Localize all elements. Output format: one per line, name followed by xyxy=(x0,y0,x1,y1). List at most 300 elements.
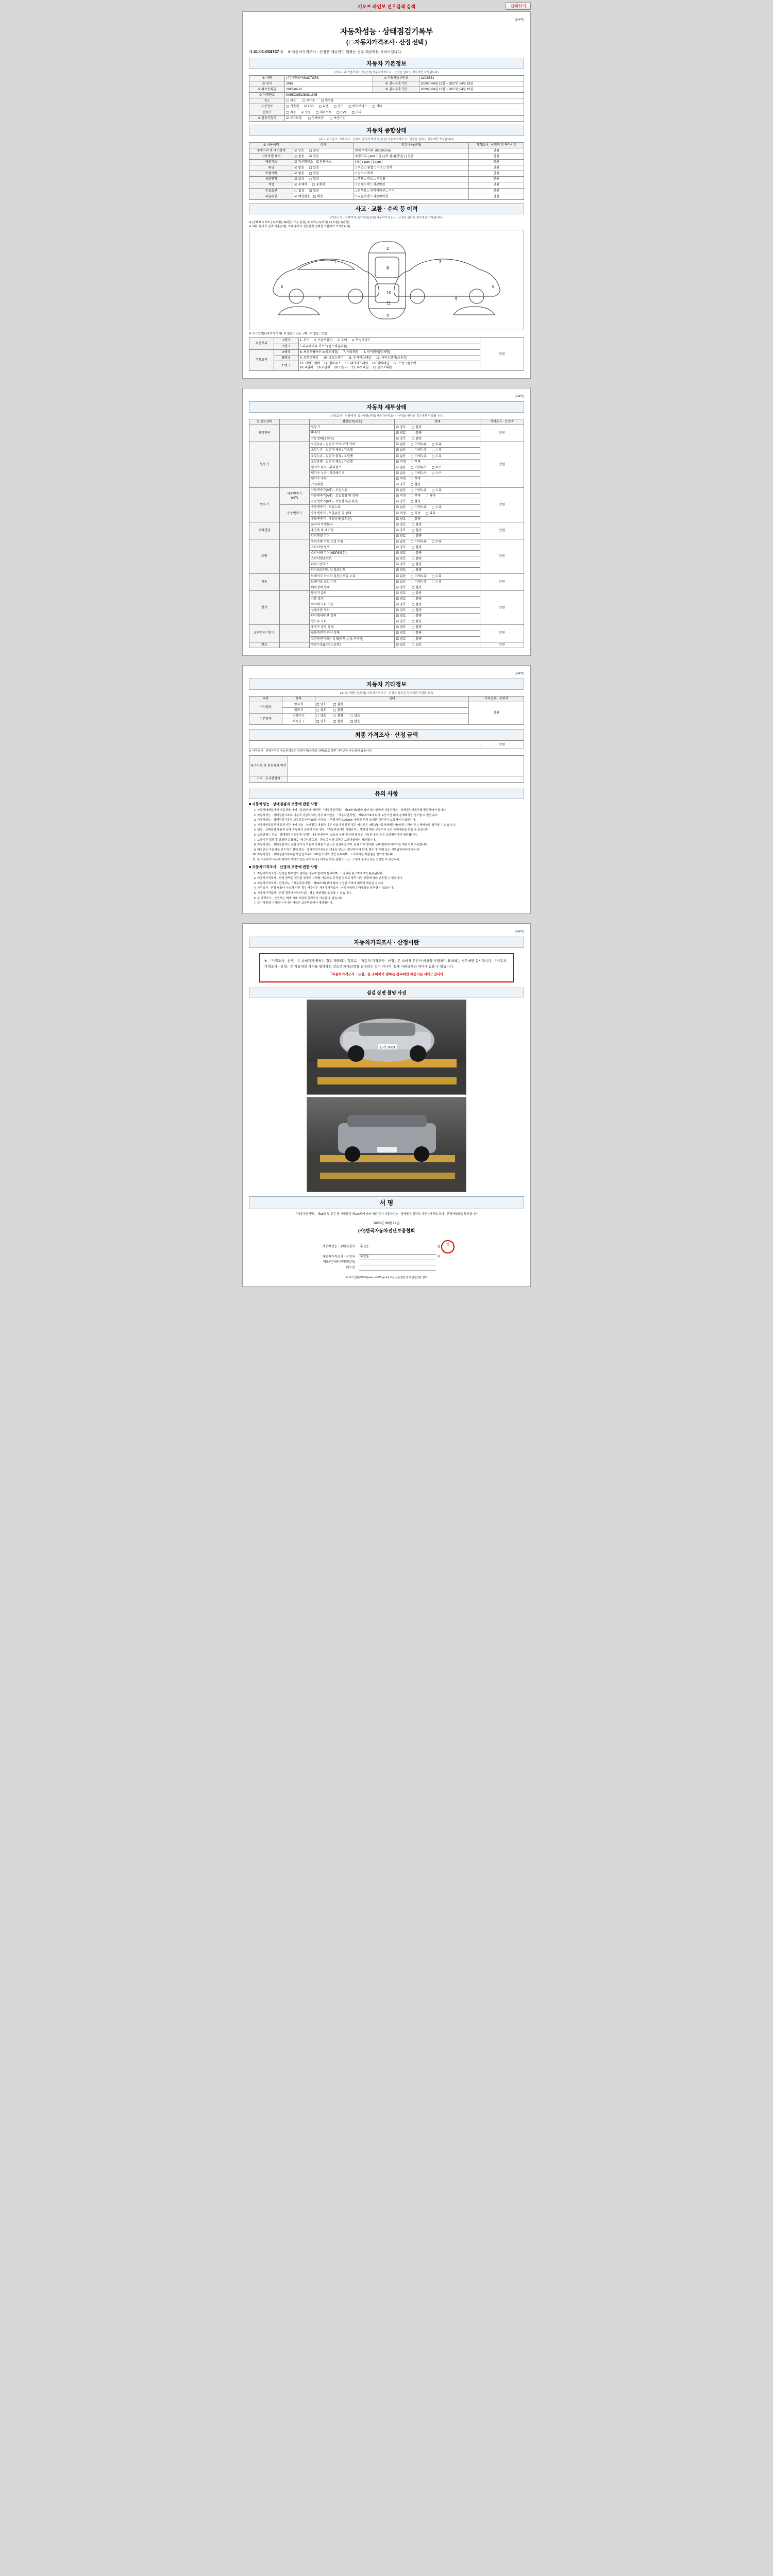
sig-value-3[interactable] xyxy=(359,1265,436,1270)
checkbox-etc-1-0[interactable]: □ 양호 xyxy=(316,708,327,712)
checkbox-detail-2-3-0[interactable]: ☑ 없음 xyxy=(396,505,406,510)
detail-col-0b xyxy=(279,419,310,425)
detail-item-2-1: 자동변속기(A/T) - 오일유량 및 상태 xyxy=(310,494,395,499)
table-row xyxy=(249,756,524,776)
checkbox-detail-1-4-0[interactable]: ☑ 없음 xyxy=(396,465,406,469)
price-explain-warning xyxy=(259,953,514,982)
checkbox-detail-4-1-1[interactable]: □ 불량 xyxy=(412,546,422,550)
checkbox-overall-3-1[interactable]: □ 있음 xyxy=(309,166,319,170)
checkbox-trans-0[interactable]: □ 자동 xyxy=(286,110,296,114)
checkbox-etc-2-1[interactable]: □ 불량 xyxy=(333,714,343,718)
checkbox-detail-3-2-1[interactable]: □ 불량 xyxy=(412,534,422,538)
checkbox-detail-5-1-2[interactable]: □ 누유 xyxy=(431,580,442,584)
checkbox-detail-6-4-0[interactable]: ☑ 양호 xyxy=(396,614,406,618)
checkbox-fuel-0[interactable]: □ 가솔린 xyxy=(286,105,299,109)
list-item: 2. 자동차성능 · 상태점검기록부 내용의 사실과 다른 경우 매수인은 「자동차관리법」 제58조의4에 따라 보증기간 내에 손해배상을 청구할 수 있습니다. xyxy=(257,814,524,818)
svg-text:2: 2 xyxy=(386,246,389,251)
detail-price-6: 만원 xyxy=(480,590,524,625)
checkbox-detail-7-0-1[interactable]: □ 불량 xyxy=(412,625,422,630)
special-note-value[interactable] xyxy=(288,756,524,776)
checkbox-detail-4-0-0[interactable]: ☑ 없음 xyxy=(396,539,406,544)
checkbox-detail-5-0-1[interactable]: □ 미세누유 xyxy=(411,574,427,578)
detail-item-2-4: 수동변속기 - 오일유량 및 상태 xyxy=(310,511,395,516)
table-row xyxy=(249,522,524,528)
checkbox-detail-0-1-1[interactable]: □ 불량 xyxy=(412,431,422,435)
basic-label-1: ③ 연식 xyxy=(249,81,285,87)
overall-price-8: 만원 xyxy=(469,194,524,199)
frame-item-2-1: 14. 휠하우스 xyxy=(324,362,341,365)
overall-name-8: 리콜대상 xyxy=(249,194,293,199)
checkbox-detail-3-0-0[interactable]: ☑ 양호 xyxy=(396,522,406,527)
detail-group-1-sub xyxy=(279,442,310,488)
checkbox-detail-7-1-1[interactable]: □ 불량 xyxy=(412,631,422,635)
checkbox-fuel-2[interactable]: □ 디젤 xyxy=(318,105,329,109)
table-row xyxy=(249,776,524,782)
checkbox-detail-6-3-0[interactable]: ☑ 양호 xyxy=(396,608,406,613)
frame-item-2-5: 18. A필러 xyxy=(299,366,313,369)
checkbox-detail-6-1-1[interactable]: □ 불량 xyxy=(412,597,422,601)
checkbox-detail-4-4-0[interactable]: ☑ 양호 xyxy=(396,563,406,567)
sig-value-1[interactable]: 홍길동 xyxy=(359,1254,436,1260)
checkbox-overall-7-1[interactable]: ☑ 있음 xyxy=(309,189,319,193)
checkbox-detail-2-1-0[interactable]: ☑ 적정 xyxy=(396,494,406,498)
checkbox-detail-1-3-1[interactable]: □ 부족 xyxy=(411,460,421,464)
checkbox-overall-6-0[interactable]: ☑ 무채색 xyxy=(294,183,307,187)
section-detail-note: (기록고사 · 산정액 및 특가세당(산정) 자동차가격조사 · 산정을 원하신 경우에만 작성됩니다) xyxy=(330,415,443,418)
overall-detail-4: □ 침수 □ 화재 xyxy=(354,171,469,177)
svg-text:7: 7 xyxy=(318,297,321,302)
checkbox-detail-1-4-2[interactable]: □ 누수 xyxy=(431,465,442,469)
detail-opts-7-0 xyxy=(395,625,480,631)
total-price-blank xyxy=(249,741,480,749)
terms-list-0 xyxy=(254,808,524,862)
checkbox-warranty-1[interactable]: □ 업체보증 xyxy=(308,116,324,120)
frame-rank-1: B랭크 xyxy=(274,355,298,361)
checkbox-detail-1-0-2[interactable]: □ 누유 xyxy=(431,443,442,447)
page-2 xyxy=(242,388,531,656)
detail-group-1: 원동기 xyxy=(249,442,280,488)
detail-item-2-5: 수동변속기 - 작동상태(공회전) xyxy=(310,516,395,522)
checkbox-use-0[interactable]: □ 관용 xyxy=(286,99,296,103)
table-row xyxy=(249,98,524,104)
checkbox-detail-5-1-1[interactable]: □ 미세누유 xyxy=(411,580,427,584)
detail-item-1-3: 오일유량 - 실린더 헤드 / 가스켓 xyxy=(310,459,395,465)
checkbox-trans-4[interactable]: □ 기타 xyxy=(351,110,362,114)
checkbox-detail-6-5-0[interactable]: ☑ 양호 xyxy=(396,620,406,624)
checkbox-use-1[interactable]: □ 자가용 xyxy=(302,99,315,103)
etc-sub-1-1: 부속공구 xyxy=(282,719,315,725)
checkbox-etc-3-1[interactable]: □ 불량 xyxy=(333,720,343,724)
table-row xyxy=(249,188,524,194)
checkbox-detail-0-1-0[interactable]: ☑ 양호 xyxy=(396,431,406,435)
topbar-link[interactable]: 키오브 파인보 전우검색 검색 xyxy=(358,4,415,9)
frame-item-2-4: 17. 트렁크플로어 xyxy=(393,362,416,365)
checkbox-overall-6-1[interactable]: □ 유채색 xyxy=(312,183,325,187)
inspection-photo-2 xyxy=(307,1097,466,1192)
detail-opts-6-4 xyxy=(395,614,480,619)
basic-warranty-checks xyxy=(285,115,524,121)
svg-text:4: 4 xyxy=(386,313,389,318)
svg-text:6: 6 xyxy=(492,284,495,290)
checkbox-detail-6-5-1[interactable]: □ 불량 xyxy=(412,620,422,624)
basic-value-0: (주)대한모터SMOTORS xyxy=(285,76,373,81)
checkbox-detail-2-1-1[interactable]: □ 부족 xyxy=(411,494,421,498)
checkbox-detail-1-5-1[interactable]: □ 미세누수 xyxy=(411,471,427,475)
overall-opts-5 xyxy=(293,177,354,182)
checkbox-detail-1-4-1[interactable]: □ 미세누수 xyxy=(411,465,427,469)
checkbox-detail-2-5-0[interactable]: ☑ 양호 xyxy=(396,517,406,521)
overall-price-5: 만원 xyxy=(469,177,524,182)
checkbox-detail-7-1-0[interactable]: ☑ 양호 xyxy=(396,631,406,635)
checkbox-overall-1-1[interactable]: ☑ 있음 xyxy=(309,154,319,158)
detail-opts-4-3 xyxy=(395,556,480,562)
detail-item-4-3: 스티어링조인트 xyxy=(310,556,395,562)
table-row xyxy=(249,1260,524,1265)
checkbox-detail-1-2-1[interactable]: □ 미세누유 xyxy=(411,454,427,458)
checkbox-fuel-3[interactable]: □ 전기 xyxy=(333,105,344,109)
page-subtitle: ( □ 자동차가격조사 · 산정 선택 ) xyxy=(346,39,427,46)
detail-col-1: 점검항목(내용) xyxy=(310,419,395,425)
checkbox-detail-7-2-1[interactable]: □ 불량 xyxy=(412,637,422,641)
detail-group-6-sub xyxy=(279,590,310,625)
sig-label-3: 매수인 xyxy=(346,1266,355,1269)
checkbox-detail-2-4-2[interactable]: □ 과다 xyxy=(425,511,436,515)
detail-item-3-2: 디퍼렌셜 기어 xyxy=(310,533,395,539)
checkbox-detail-4-0-2[interactable]: □ 누유 xyxy=(431,539,442,544)
checkbox-overall-8-0[interactable]: ☑ 해당없음 xyxy=(294,194,310,198)
basic-warranty-label: ⑩ 원동기형식 xyxy=(249,115,285,121)
frame-item-1-3: 12. 사이드멤버(프론트) xyxy=(376,356,408,360)
checkbox-overall-0-1[interactable]: □ 불량 xyxy=(309,148,319,152)
checkbox-detail-6-2-0[interactable]: ☑ 양호 xyxy=(396,603,406,606)
sig-stamp-0 xyxy=(436,1240,524,1254)
detail-opts-2-2 xyxy=(395,499,480,505)
checkbox-detail-1-0-0[interactable]: ☑ 없음 xyxy=(396,443,406,447)
table-row xyxy=(249,177,524,182)
checkbox-detail-1-3-0[interactable]: ☑ 적정 xyxy=(396,460,406,464)
checkbox-detail-6-0-0[interactable]: ☑ 양호 xyxy=(396,591,406,595)
detail-opts-7-2 xyxy=(395,636,480,642)
basic-value2-0: 11호98S1 xyxy=(419,76,524,81)
section-basic-note: (기록고와 기본가치표 등(산정) 자동차가격조사 · 산정을 원하신 경우에만 작성됩니다) xyxy=(334,71,439,74)
sig-label-1: 자동차가격조사 · 산정자 xyxy=(322,1255,355,1259)
detail-item-1-6: 냉각수 수량 xyxy=(310,476,395,482)
svg-text:10: 10 xyxy=(386,291,391,296)
checkbox-overall-2-1[interactable]: ☑ 탄화수소 xyxy=(316,160,332,164)
detail-opts-0-1 xyxy=(395,431,480,436)
checkbox-detail-6-4-1[interactable]: □ 불량 xyxy=(412,614,422,618)
checkbox-detail-1-6-1[interactable]: □ 부족 xyxy=(411,477,421,481)
checkbox-overall-2-0[interactable]: ☑ 일산화탄소 xyxy=(294,160,313,164)
checkbox-detail-4-5-0[interactable]: ☑ 양호 xyxy=(396,568,406,572)
sig-value-2[interactable] xyxy=(359,1260,436,1265)
checkbox-detail-4-3-0[interactable]: ☑ 양호 xyxy=(396,557,406,561)
detail-opts-2-3 xyxy=(395,505,480,511)
detail-item-4-2: 스티어링 기어(MDPS포함) xyxy=(310,551,395,556)
sig-stamp-1 xyxy=(436,1254,524,1260)
photo-section-caption: 점검 장면 촬영 사진 xyxy=(249,988,524,997)
checkbox-detail-1-5-0[interactable]: ☑ 없음 xyxy=(396,471,406,475)
overall-detail-2: ( % ) ( ppm ) ( ppm ) xyxy=(354,160,469,165)
checkbox-detail-5-0-0[interactable]: ☑ 없음 xyxy=(396,574,406,578)
checkbox-detail-2-0-2[interactable]: □ 누유 xyxy=(431,488,442,493)
signature-date: 2025년 09월 12일 xyxy=(373,1221,400,1225)
detail-price-7: 만원 xyxy=(480,625,524,642)
checkbox-detail-1-5-2[interactable]: □ 누수 xyxy=(431,471,442,475)
frame-rank-table xyxy=(249,337,524,371)
frame-item-2-3: 16. 리어패널 xyxy=(372,362,390,365)
checkbox-detail-4-2-1[interactable]: □ 불량 xyxy=(412,551,422,555)
checkbox-detail-2-0-0[interactable]: ☑ 없음 xyxy=(396,488,406,493)
svg-text:11: 11 xyxy=(386,301,391,306)
overall-price-7: 만원 xyxy=(469,188,524,194)
document-root xyxy=(0,0,773,1287)
overall-price-2: 만원 xyxy=(469,160,524,165)
checkbox-detail-5-2-1[interactable]: □ 불량 xyxy=(412,585,422,589)
detail-item-4-4: 파워고압호스 xyxy=(310,562,395,568)
checkbox-etc-3-0[interactable]: □ 양호 xyxy=(316,720,327,724)
docno-value: 41-01-034747 xyxy=(253,49,279,54)
detail-col-2: 상태 xyxy=(395,419,480,425)
checkbox-detail-5-1-0[interactable]: ☑ 없음 xyxy=(396,580,406,584)
detail-group-2-sub-b: 수동변속기 xyxy=(279,505,310,522)
checkbox-overall-5-0[interactable]: ☑ 없음 xyxy=(294,177,305,181)
overall-price-3: 만원 xyxy=(469,165,524,171)
svg-text:11가 9851: 11가 9851 xyxy=(379,1045,396,1049)
overall-name-7: 주요옵션 xyxy=(249,188,293,194)
checkbox-overall-0-0[interactable]: ☑ 양호 xyxy=(294,148,305,152)
checkbox-overall-5-1[interactable]: □ 있음 xyxy=(309,177,319,181)
sig-value-0[interactable]: 홍길동 xyxy=(359,1240,436,1254)
outer-items-1: 5.라디에이터 서포트(볼트체결부품) xyxy=(298,344,480,349)
checkbox-detail-7-0-0[interactable]: ☑ 양호 xyxy=(396,625,406,630)
checkbox-overall-4-0[interactable]: ☑ 없음 xyxy=(294,172,305,176)
checkbox-detail-6-2-1[interactable]: □ 불량 xyxy=(412,603,422,606)
checkbox-detail-2-4-0[interactable]: ☑ 적정 xyxy=(396,511,406,515)
checkbox-detail-2-5-1[interactable]: □ 불량 xyxy=(411,517,421,521)
detail-opts-6-3 xyxy=(395,608,480,614)
accident-legend-2: ※ 외판 및 주요 골격 기준(교환, 기타 추락시 성능판정 전체를 포함하여 표시합니다) xyxy=(249,225,350,228)
detail-opts-1-3 xyxy=(395,459,480,465)
detail-opts-5-2 xyxy=(395,585,480,590)
checkbox-trans-3[interactable]: □ CVT xyxy=(337,110,347,114)
basic-label-2: ⑤ 최초등록일 xyxy=(249,87,285,93)
checkbox-use-2[interactable]: □ 영업용 xyxy=(321,99,334,103)
checkbox-detail-1-1-2[interactable]: □ 누유 xyxy=(431,448,442,452)
checkbox-etc-1-1[interactable]: □ 불량 xyxy=(333,708,343,712)
detail-item-5-1: 브레이크 오일 누유 xyxy=(310,579,395,585)
outer-item-0-1: 2. 프론트휀더 xyxy=(314,339,333,343)
checkbox-detail-2-1-2[interactable]: □ 과다 xyxy=(425,494,436,498)
list-item: 8. 자동차성능 · 상태점검자는 점검 당시의 자동차 상태를 기준으로 점검하였으며, 점검 이후 발생한 상태 변화에 대하여는 책임지지 아니합니다. xyxy=(257,843,524,848)
page-1-number: (1/4쪽) xyxy=(514,19,524,22)
frame-label: 주요골격 xyxy=(249,349,274,370)
list-item: 7. 특기사항에 기재되지 아니한 사항은 보증범위에서 제외됩니다. xyxy=(257,901,524,906)
checkbox-detail-4-3-1[interactable]: □ 불량 xyxy=(412,557,422,561)
section-etc-title: 자동차 기타정보 xyxy=(249,679,524,690)
checkbox-detail-2-2-1[interactable]: □ 불량 xyxy=(411,500,421,504)
frame-items-2 xyxy=(298,361,480,370)
checkbox-etc-2-0[interactable]: □ 양호 xyxy=(316,714,327,718)
detail-opts-7-1 xyxy=(395,631,480,636)
terms-list-1 xyxy=(254,872,524,906)
detail-group-0: 자기진단 xyxy=(249,425,280,442)
checkbox-detail-3-1-1[interactable]: □ 불량 xyxy=(412,528,422,532)
etc-opts-1-1 xyxy=(315,719,468,725)
overall-detail-5: □ 렌트 □ 리스 □ 영업용 xyxy=(354,177,469,182)
frame-item-2-2: 15. 패키지트레이 xyxy=(345,362,368,365)
etc-sub-0-0: 앞좌석 xyxy=(282,702,315,707)
checkbox-detail-4-4-1[interactable]: □ 불량 xyxy=(412,563,422,567)
checkbox-warranty-2[interactable]: □ 보증기간 xyxy=(329,116,346,120)
etc-col-1: 항목 xyxy=(282,696,315,702)
checkbox-detail-7-2-0[interactable]: ☑ 양호 xyxy=(396,637,406,641)
checkbox-detail-1-1-1[interactable]: □ 미세누유 xyxy=(411,448,427,452)
overall-name-6: 색상 xyxy=(249,182,293,188)
overall-col-0: ① 사용이력 xyxy=(249,142,293,148)
detail-item-0-1: 변속기 xyxy=(310,431,395,436)
checkbox-detail-2-3-2[interactable]: □ 누유 xyxy=(431,505,442,510)
checkbox-etc-0-1[interactable]: □ 불량 xyxy=(333,702,343,706)
checkbox-detail-0-2-1[interactable]: □ 불량 xyxy=(412,437,422,441)
checkbox-detail-1-6-0[interactable]: ☑ 적정 xyxy=(396,477,406,481)
checkbox-detail-0-0-0[interactable]: ☑ 양호 xyxy=(396,426,406,430)
checkbox-detail-6-0-1[interactable]: □ 불량 xyxy=(412,591,422,595)
detail-opts-4-0 xyxy=(395,539,480,545)
detail-item-6-4: 라디에이터 팬 모터 xyxy=(310,614,395,619)
table-row xyxy=(249,425,524,431)
checkbox-detail-1-2-0[interactable]: ☑ 없음 xyxy=(396,454,406,458)
basic-trans-label: 변속기 xyxy=(249,110,285,115)
frame-item-1-1: 10. 크로스멤버 xyxy=(323,356,344,360)
checkbox-detail-4-1-0[interactable]: ☑ 양호 xyxy=(396,546,406,550)
checkbox-fuel-5[interactable]: □ 기타 xyxy=(372,105,382,109)
checkbox-detail-1-2-2[interactable]: □ 누유 xyxy=(431,454,442,458)
checkbox-detail-4-2-0[interactable]: ☑ 양호 xyxy=(396,551,406,555)
basic-value-3: KMHXX851J8GU1945 xyxy=(285,93,524,98)
detail-item-7-0: 충전구 절연 상태 xyxy=(310,625,395,631)
table-row xyxy=(249,87,524,93)
price-explain-title: 자동차가격조사 · 산정이란 xyxy=(249,937,524,948)
checkbox-detail-1-7-0[interactable]: ☑ 양호 xyxy=(396,483,406,487)
checkbox-overall-4-1[interactable]: □ 있음 xyxy=(309,172,319,176)
basic-value-2: 2015-04-12 xyxy=(285,87,373,93)
checkbox-detail-5-2-0[interactable]: ☑ 양호 xyxy=(396,585,406,589)
total-price-value: 만원 xyxy=(480,741,524,749)
table-header-row xyxy=(249,696,524,702)
detail-item-4-5: 타이로드엔드 및 볼조인트 xyxy=(310,568,395,573)
checkbox-etc-2-2[interactable]: □ 없음 xyxy=(350,714,360,718)
checkbox-detail-0-0-1[interactable]: □ 불량 xyxy=(412,426,422,430)
checkbox-detail-6-3-1[interactable]: □ 불량 xyxy=(412,608,422,613)
detail-opts-4-4 xyxy=(395,562,480,568)
checkbox-detail-2-4-1[interactable]: □ 부족 xyxy=(411,511,421,515)
basic-label2-0: ② 자동차등록번호 xyxy=(373,76,419,81)
checkbox-detail-1-1-0[interactable]: ☑ 없음 xyxy=(396,448,406,452)
checkbox-detail-3-1-0[interactable]: ☑ 양호 xyxy=(396,528,406,532)
outer-item-0-3: 4. 트렁크리드 xyxy=(352,339,371,343)
detail-group-3: 동력전달 xyxy=(249,522,280,539)
checkbox-detail-4-0-1[interactable]: □ 미세누유 xyxy=(411,539,427,544)
list-item: 5. 성능 · 상태점검 내용과 실제 자동차의 상태가 다른 경우 「자동차관리법 시행규칙」 별표에 따라 보증수리 또는 손해배상을 받을 수 있습니다. xyxy=(257,828,524,833)
overall-opts-1 xyxy=(293,154,354,159)
table-row xyxy=(249,741,524,749)
checkbox-overall-1-0[interactable]: □ 없음 xyxy=(294,154,305,158)
checkbox-fuel-1[interactable]: ☑ LPG xyxy=(304,105,314,109)
checkbox-trans-1[interactable]: ☑ 수동 xyxy=(301,110,311,114)
detail-opts-5-1 xyxy=(395,579,480,585)
checkbox-detail-1-0-1[interactable]: □ 미세누유 xyxy=(411,443,427,447)
overall-state-table xyxy=(249,142,524,200)
checkbox-detail-3-2-0[interactable]: ☑ 양호 xyxy=(396,534,406,538)
checkbox-detail-4-5-1[interactable]: □ 불량 xyxy=(412,568,422,572)
checkbox-detail-2-2-0[interactable]: ☑ 양호 xyxy=(396,500,406,504)
checkbox-detail-5-0-2[interactable]: □ 누유 xyxy=(431,574,442,578)
checkbox-detail-6-1-0[interactable]: ☑ 양호 xyxy=(396,597,406,601)
overall-col-2: 점검내용(상태) xyxy=(354,142,469,148)
frame-item-2-6: 19. B필러 xyxy=(317,366,330,369)
checkbox-trans-2[interactable]: □ 세미오토 xyxy=(315,110,332,114)
table-row xyxy=(249,104,524,110)
checkbox-detail-0-2-0[interactable]: ☑ 양호 xyxy=(396,437,406,441)
overall-opts-6 xyxy=(293,182,354,188)
basic-usetype-checks xyxy=(285,98,524,104)
checkbox-etc-0-0[interactable]: □ 양호 xyxy=(316,702,327,706)
checkbox-detail-1-7-1[interactable]: □ 불량 xyxy=(411,483,421,487)
checkbox-warranty-0[interactable]: ☑ 자가보증 xyxy=(286,116,302,120)
table-row xyxy=(249,1265,524,1270)
checkbox-detail-3-0-1[interactable]: □ 불량 xyxy=(412,522,422,527)
accident-price-cell: 만원 xyxy=(480,338,524,371)
detail-item-6-1: 시동 모터 xyxy=(310,596,395,602)
table-row xyxy=(249,539,524,545)
checkbox-detail-8-0-0[interactable]: ☑ 없음 xyxy=(396,642,406,647)
detail-item-3-1: 추진축 및 베어링 xyxy=(310,528,395,533)
checkbox-overall-7-0[interactable]: □ 없음 xyxy=(294,189,305,193)
print-button[interactable]: 인쇄하기 xyxy=(506,2,531,10)
list-item: 10. 자동차성능 · 상태점검기록부는 발급일로부터 120일 이내의 것만 유효하며, 그 이후에는 재점검을 받아야 합니다. xyxy=(257,853,524,857)
overall-name-1: 자동주행 표시 xyxy=(249,154,293,159)
section-overall-note: (주요 주요골조, 기록고사 · 산정적 및 특가세당 등(산정) 자동차가격조사 · 산정을 원하신 경우에만 작성됩니다) xyxy=(319,138,454,141)
table-row xyxy=(249,93,524,98)
list-item: 9. 매수인은 자동차를 인수하기 전에 성능 · 상태점검기록부의 내용을 반드시 확인하여야 하며, 확인 후 서명 또는 기명날인하여야 합니다. xyxy=(257,848,524,853)
checkbox-overall-3-0[interactable]: ☑ 없음 xyxy=(294,166,305,170)
detail-item-2-0: 자동변속기(A/T) - 오일누유 xyxy=(310,488,395,494)
table-row xyxy=(249,488,524,494)
section-etc-note: (③ 특가세당 등(산정) 자동차가격조사 · 산정을 원하신 경우에만 작성됩니다) xyxy=(340,691,433,695)
checkbox-detail-2-3-1[interactable]: □ 미세누유 xyxy=(411,505,427,510)
detail-col-3: 가격조사 · 산정액 xyxy=(480,419,524,425)
checkbox-detail-2-0-1[interactable]: □ 미세누유 xyxy=(411,488,427,493)
accident-legend-1: ※ (상태표시 부호 ) X(교환), W(판금 또는 용접), A(수리), C(부식), U(요철), T(손상) xyxy=(249,221,350,224)
overall-opts-2 xyxy=(293,160,354,165)
checkbox-fuel-4[interactable]: □ 하이브리드 xyxy=(348,105,367,109)
car-diagram xyxy=(249,230,524,330)
detail-item-1-0: 오일누유 - 실린더 커버/로커 커버 xyxy=(310,442,395,448)
page-4-number: (4/4쪽) xyxy=(514,930,524,934)
list-item: 7. 보증기간 경과 후 발생한 고장 또는 매수인의 고의 · 과실로 인한 고장은 보증대상에서 제외됩니다. xyxy=(257,838,524,843)
etc-col-0: 구분 xyxy=(249,696,282,702)
detail-opts-4-2 xyxy=(395,551,480,556)
overall-name-5: 용도변경 xyxy=(249,177,293,182)
checkbox-overall-8-1[interactable]: □ 해당 xyxy=(313,194,323,198)
table-row xyxy=(249,81,524,87)
dealer-value[interactable] xyxy=(288,776,524,782)
checkbox-detail-8-0-1[interactable]: □ 있음 xyxy=(412,642,422,647)
checkbox-etc-3-2[interactable]: □ 없음 xyxy=(350,720,360,724)
detail-opts-6-2 xyxy=(395,602,480,608)
overall-detail-8: □ 리콜이행 □ 리콜미이행 xyxy=(354,194,469,199)
